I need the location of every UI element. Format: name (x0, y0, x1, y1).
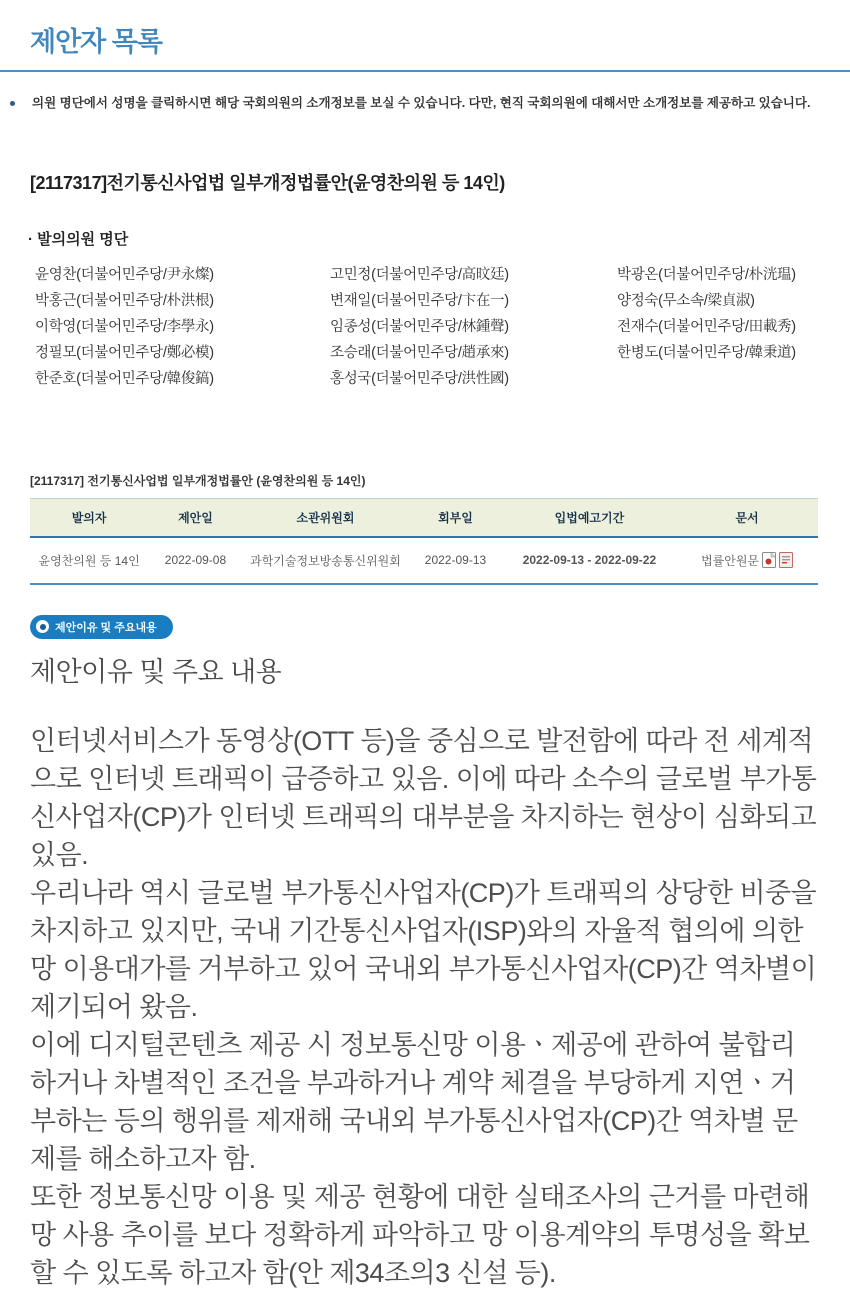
member-link[interactable]: 박광온(더불어민주당/朴洸瑥) (617, 266, 796, 283)
hwp-file-icon[interactable] (762, 552, 776, 568)
col-header-document: 문서 (735, 510, 759, 525)
bullet-icon (10, 101, 15, 106)
page-header (0, 0, 850, 59)
cell-proposer: 윤영찬의원 등 14인 (38, 553, 140, 568)
member-link[interactable]: 박홍근(더불어민주당/朴洪根) (35, 292, 214, 309)
members-column-3 (617, 262, 820, 392)
member-link[interactable]: 이학영(더불어민주당/李學永) (35, 318, 214, 335)
cell-referral-date: 2022-09-13 (424, 553, 487, 568)
member-link[interactable]: 임종성(더불어민주당/林鍾聲) (330, 318, 509, 335)
member-link[interactable]: 조승래(더불어민주당/趙承來) (330, 344, 509, 361)
info-note (10, 95, 836, 112)
content-paragraph: 이에 디지털콘텐츠 제공 시 정보통신망 이용ㆍ제공에 관하여 불합리하거나 차별적인 조건을 부과하거나 계약 체결을 부당하게 지연ㆍ거부하는 등의 행위를 제재해 국내외 부가통신사업자(CP)간 역차별 문제를 해소하고자 함. (30, 1029, 798, 1174)
col-header-referral-date: 회부일 (438, 510, 473, 525)
member-link[interactable]: 정필모(더불어민주당/鄭必模) (35, 344, 214, 361)
badge-dot-icon (36, 620, 49, 633)
members-column-1 (35, 262, 330, 392)
cell-proposal-date: 2022-09-08 (164, 553, 227, 568)
info-note-text: 의원 명단에서 성명을 클릭하시면 해당 국회의원의 소개정보를 보실 수 있습니다. 다만, 현직 국회의원에 대해서만 소개정보를 제공하고 있습니다. (32, 96, 811, 110)
bill-summary-table (30, 498, 818, 585)
section-badge-label: 제안이유 및 주요내용 (55, 621, 157, 634)
col-header-proposer: 발의자 (71, 510, 107, 525)
table-header-row (30, 498, 818, 537)
table-row (30, 537, 818, 584)
member-link[interactable]: 양정숙(무소속/梁貞淑) (617, 292, 755, 309)
member-link[interactable]: 고민정(더불어민주당/高旼廷) (330, 266, 509, 283)
col-header-committee: 소관위원회 (296, 510, 355, 525)
members-column-2 (330, 262, 617, 392)
member-link[interactable]: 변재일(더불어민주당/卞在一) (330, 292, 509, 309)
cell-committee: 과학기술정보방송통신위원회 (250, 553, 401, 568)
member-link[interactable]: 한병도(더불어민주당/韓秉道) (617, 344, 796, 361)
member-link[interactable]: 한준호(더불어민주당/韓俊鎬) (35, 370, 214, 387)
content-heading: 제안이유 및 주요 내용 (30, 656, 282, 687)
content-body (30, 722, 820, 1292)
col-header-proposal-date: 제안일 (178, 510, 213, 525)
pdf-file-icon[interactable] (779, 552, 793, 568)
cell-document (676, 537, 818, 584)
content-paragraph: 우리나라 역시 글로벌 부가통신사업자(CP)가 트래픽의 상당한 비중을 차지하고 있지만, 국내 기간통신사업자(ISP)와의 자율적 협의에 의한 망 이용대가를 거부하고 있어 국내외 부가통신사업자(CP)간 역차별이 제기되어 왔음. (30, 877, 817, 1022)
content-paragraph: 인터넷서비스가 동영상(OTT 등)을 중심으로 발전함에 따라 전 세계적으로 인터넷 트래픽이 급증하고 있음. 이에 따라 소수의 글로벌 부가통신사업자(CP)가 인터넷 트래픽의 대부분을 차지하는 현상이 심화되고 있음. (30, 725, 817, 870)
section-badge (30, 615, 173, 639)
bill-original-label: 법률안원문 (701, 553, 760, 568)
content-paragraph: 또한 정보통신망 이용 및 제공 현황에 대한 실태조사의 근거를 마련해 망 사용 추이를 보다 정확하게 파악하고 망 이용계약의 투명성을 확보할 수 있도록 하고자 함(안 제34조의3 신설 등). (30, 1181, 810, 1288)
members-grid (35, 262, 820, 392)
member-link[interactable]: 전재수(더불어민주당/田載秀) (617, 318, 796, 335)
bill-original-link[interactable] (701, 552, 793, 569)
bill-title: [2117317]전기통신사업법 일부개정법률안(윤영찬의원 등 14인) (30, 172, 505, 193)
title-divider (0, 70, 850, 72)
page-title: 제안자 목록 (30, 27, 162, 57)
member-link[interactable]: 윤영찬(더불어민주당/尹永燦) (35, 266, 214, 283)
member-link[interactable]: 홍성국(더불어민주당/洪性國) (330, 370, 509, 387)
members-list-heading: · 발의의원 명단 (28, 230, 129, 248)
col-header-notice-period: 입법예고기간 (554, 510, 625, 525)
cell-notice-period: 2022-09-13 - 2022-09-22 (522, 553, 657, 568)
table-caption: [2117317] 전기통신사업법 일부개정법률안 (윤영찬의원 등 14인) (30, 473, 366, 488)
